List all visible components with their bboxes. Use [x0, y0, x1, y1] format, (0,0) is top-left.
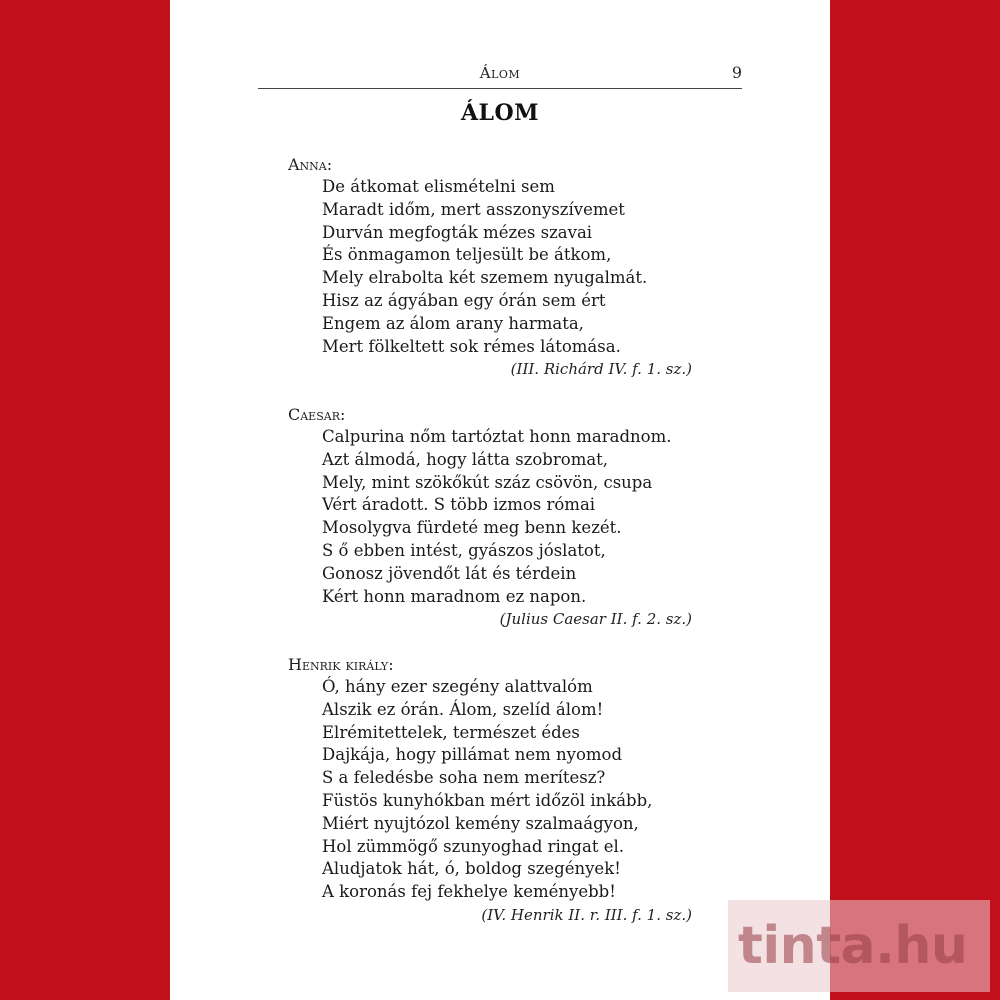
passage-henrik	[288, 654, 692, 926]
verse-line: Kért honn maradnom ez napon.	[322, 586, 587, 606]
watermark-text: tinta.hu	[738, 916, 968, 976]
verse-line: Mosolygva fürdeté meg benn kezét.	[322, 518, 622, 538]
page-number: 9	[731, 63, 742, 82]
verse-line: Ó, hány ezer szegény alattvalóm	[322, 677, 593, 696]
source-citation: (III. Richárd IV. f. 1. sz.)	[510, 360, 692, 379]
verse-line: S ő ebben intést, gyászos jóslatot,	[322, 540, 606, 560]
verse-line: Engem az álom arany harmata,	[322, 313, 584, 333]
verse-line: Aludjatok hát, ó, boldog szegények!	[322, 859, 621, 879]
verse-line: Vért áradott. S több izmos római	[322, 495, 596, 515]
verse-line: Füstös kunyhókban mért időzöl inkább,	[322, 790, 653, 810]
running-title: Álom	[479, 64, 521, 82]
verse-line: Hisz az ágyában egy órán sem ért	[322, 290, 606, 310]
verse-line: Miért nyujtózol kemény szalmaágyon,	[322, 813, 639, 833]
verse-line: A koronás fej fekhelye keményebb!	[322, 882, 616, 902]
book-page	[170, 0, 830, 1000]
speaker-name: Henrik király:	[288, 655, 394, 674]
verse-line: Maradt időm, mert asszonyszívemet	[322, 199, 625, 219]
chapter-title: ÁLOM	[460, 100, 540, 126]
verse-line: S a feledésbe soha nem merítesz?	[322, 768, 606, 788]
watermark-logo	[728, 900, 990, 992]
verse-line: Calpurina nőm tartóztat honn maradnom.	[322, 427, 672, 446]
verse-line: Mely, mint szökőkút száz csövön, csupa	[322, 472, 653, 492]
verse-line: Alszik ez órán. Álom, szelíd álom!	[322, 699, 604, 719]
verse-line: De átkomat elismételni sem	[322, 177, 555, 196]
verse-line: Azt álmodá, hogy látta szobromat,	[322, 449, 609, 469]
verse-line: És önmagamon teljesült be átkom,	[322, 245, 612, 265]
verse-line: Elrémitettelek, természet édes	[322, 722, 580, 742]
verse-line: Mert fölkeltett sok rémes látomása.	[322, 336, 621, 356]
speaker-name: Caesar:	[288, 405, 346, 424]
verse-line: Durván megfogták mézes szavai	[322, 222, 593, 242]
passage-anna	[288, 154, 692, 380]
source-citation: (Julius Caesar II. f. 2. sz.)	[499, 610, 692, 629]
verse-line: Mely elrabolta két szemem nyugalmát.	[322, 268, 648, 288]
running-header	[258, 64, 742, 89]
verse-line: Dajkája, hogy pillámat nem nyomod	[322, 745, 623, 765]
speaker-name: Anna:	[288, 155, 333, 174]
verse-line: Hol zümmögő szunyoghad ringat el.	[322, 836, 624, 856]
passage-caesar	[288, 404, 692, 630]
verse-line: Gonosz jövendőt lát és térdein	[322, 563, 577, 583]
source-citation: (IV. Henrik II. r. III. f. 1. sz.)	[481, 905, 692, 924]
